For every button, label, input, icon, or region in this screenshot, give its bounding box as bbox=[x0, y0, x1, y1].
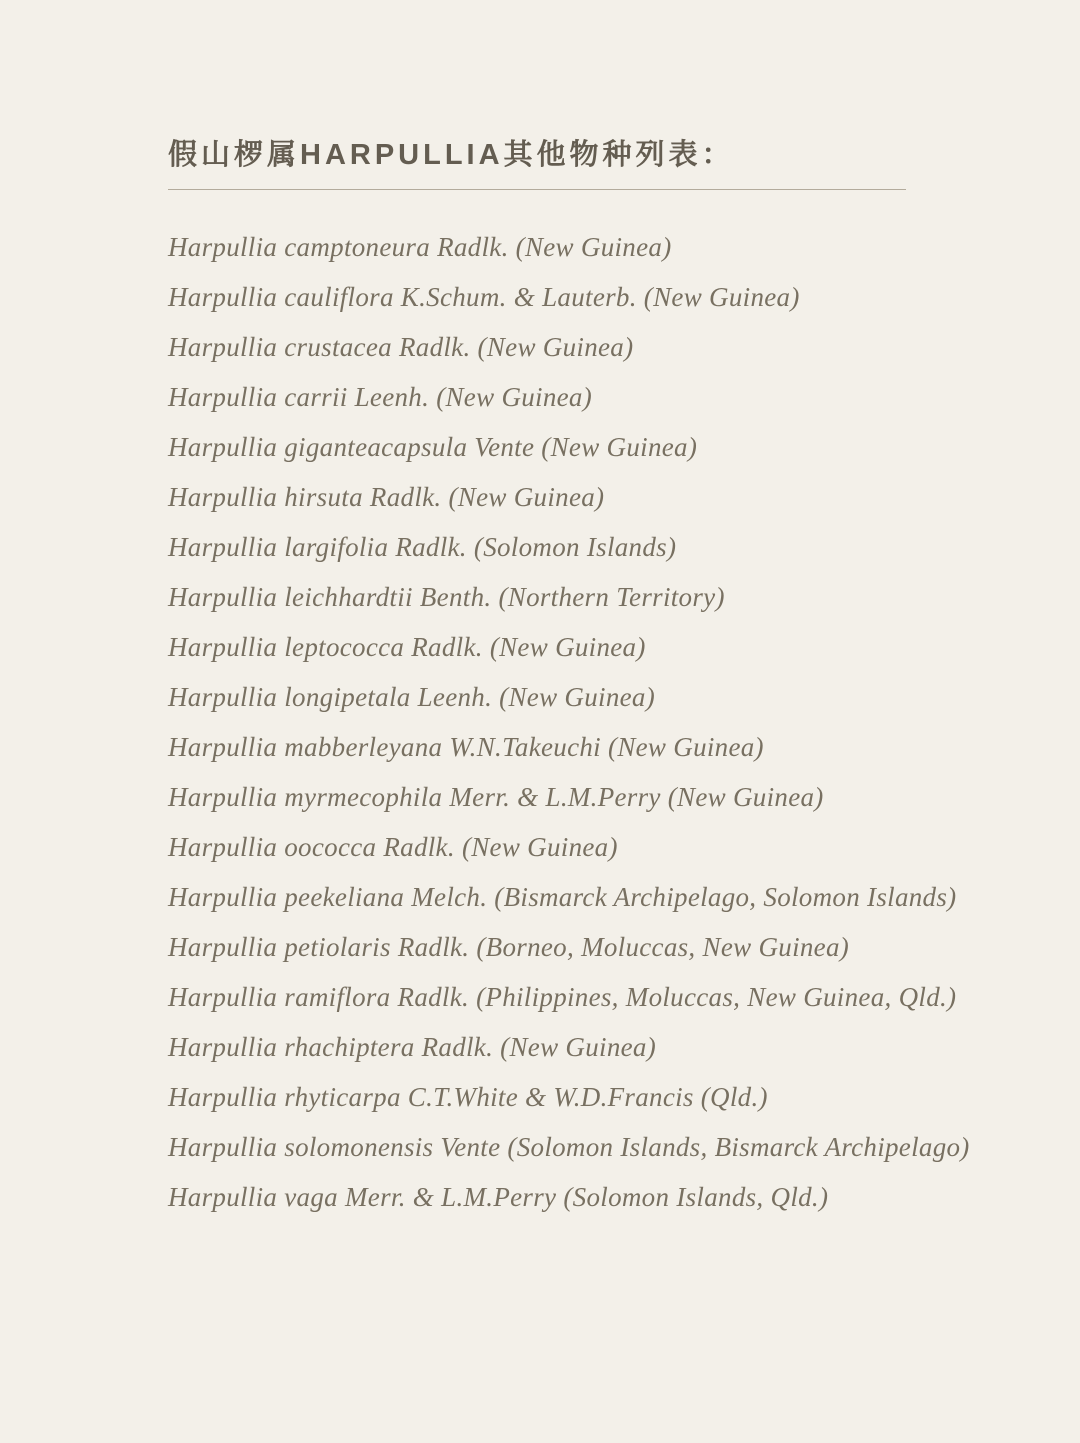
species-item: Harpullia ramiflora Radlk. (Philippines, Moluccas, New Guinea, Qld.) bbox=[168, 981, 957, 1012]
species-item: Harpullia leichhardtii Benth. (Northern Territory) bbox=[168, 581, 725, 612]
species-item: Harpullia giganteacapsula Vente (New Guinea) bbox=[168, 431, 698, 462]
species-item: Harpullia myrmecophila Merr. & L.M.Perry (New Guinea) bbox=[168, 781, 824, 812]
species-item: Harpullia rhyticarpa C.T.White & W.D.Francis (Qld.) bbox=[168, 1081, 768, 1112]
species-item: Harpullia oococca Radlk. (New Guinea) bbox=[168, 831, 618, 862]
heading-divider bbox=[168, 189, 906, 190]
species-item: Harpullia rhachiptera Radlk. (New Guinea) bbox=[168, 1031, 657, 1062]
species-item: Harpullia peekeliana Melch. (Bismarck Archipelago, Solomon Islands) bbox=[168, 881, 957, 912]
species-item: Harpullia petiolaris Radlk. (Borneo, Moluccas, New Guinea) bbox=[168, 931, 850, 962]
species-item: Harpullia carrii Leenh. (New Guinea) bbox=[168, 381, 593, 412]
species-item: Harpullia mabberleyana W.N.Takeuchi (New Guinea) bbox=[168, 731, 764, 762]
species-item: Harpullia camptoneura Radlk. (New Guinea) bbox=[168, 231, 672, 262]
species-item: Harpullia hirsuta Radlk. (New Guinea) bbox=[168, 481, 605, 512]
species-item: Harpullia largifolia Radlk. (Solomon Islands) bbox=[168, 531, 677, 562]
species-item: Harpullia vaga Merr. & L.M.Perry (Solomon Islands, Qld.) bbox=[168, 1181, 829, 1212]
species-item: Harpullia longipetala Leenh. (New Guinea) bbox=[168, 681, 656, 712]
species-item: Harpullia crustacea Radlk. (New Guinea) bbox=[168, 331, 634, 362]
species-list bbox=[168, 222, 970, 1222]
species-item: Harpullia cauliflora K.Schum. & Lauterb. (New Guinea) bbox=[168, 281, 800, 312]
page-title: 假山椤属HARPULLIA其他物种列表： bbox=[168, 139, 735, 171]
species-item: Harpullia leptococca Radlk. (New Guinea) bbox=[168, 631, 646, 662]
species-item: Harpullia solomonensis Vente (Solomon Islands, Bismarck Archipelago) bbox=[168, 1131, 970, 1162]
